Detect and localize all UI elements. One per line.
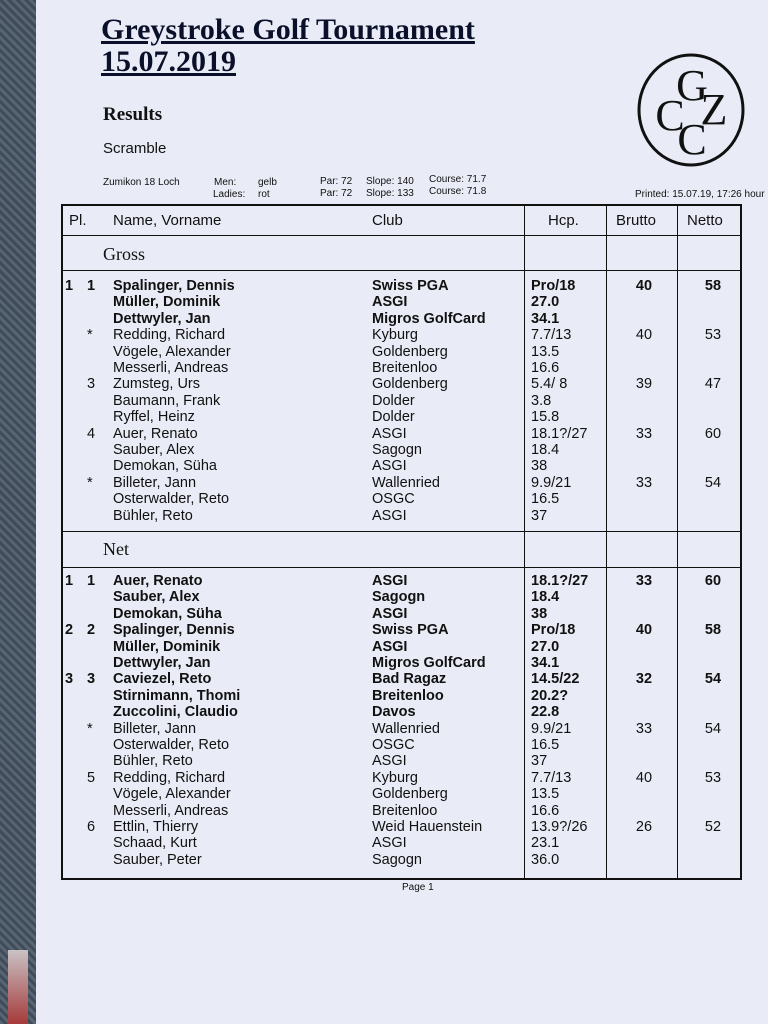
place-cell: 2 — [65, 622, 74, 639]
club-cell: OSGC — [372, 737, 415, 753]
player-name-cell: Sauber, Alex — [113, 442, 195, 458]
table-row — [63, 426, 744, 442]
table-row — [63, 721, 744, 737]
ladies-label: Ladies: — [213, 189, 246, 200]
logo-letter-c-1: C — [655, 91, 685, 140]
handicap-cell: 18.1?/27 — [531, 573, 589, 589]
table-row — [63, 491, 744, 507]
netto-cell: 52 — [704, 819, 722, 835]
club-cell: Weid Hauenstein — [372, 819, 483, 835]
gross-section-divider — [63, 270, 740, 271]
table-row — [63, 819, 744, 835]
brutto-cell: 40 — [635, 278, 653, 294]
section-net: Net — [103, 539, 129, 559]
title-line-1: Greystroke Golf Tournament — [101, 13, 475, 46]
club-cell: Goldenberg — [372, 343, 448, 360]
table-row — [63, 573, 744, 589]
page-number: Page 1 — [402, 882, 434, 893]
rank-cell: 6 — [87, 819, 96, 835]
club-cell: ASGI — [372, 835, 407, 852]
brutto-cell: 33 — [635, 474, 653, 491]
player-name-cell: Sauber, Alex — [113, 589, 200, 606]
handicap-cell: 18.4 — [531, 589, 560, 606]
club-cell: Kyburg — [372, 327, 418, 344]
game-mode: Scramble — [103, 140, 167, 157]
rank-cell: 4 — [87, 425, 96, 442]
club-cell: Goldenberg — [372, 786, 448, 803]
handicap-cell: 9.9/21 — [531, 474, 572, 491]
handicap-cell: 37 — [531, 507, 548, 524]
table-row — [63, 704, 744, 720]
player-name-cell: Schaad, Kurt — [113, 835, 197, 852]
rank-cell: 1 — [87, 278, 96, 294]
club-cell: ASGI — [372, 753, 407, 770]
player-name-cell: Dettwyler, Jan — [113, 655, 211, 671]
handicap-cell: 13.5 — [531, 786, 560, 803]
rank-cell: 1 — [87, 573, 96, 589]
club-cell: Breitenloo — [372, 687, 444, 704]
netto-cell: 53 — [704, 769, 722, 786]
club-cell: Wallenried — [372, 720, 440, 737]
player-name-cell: Ryffel, Heinz — [113, 409, 195, 426]
rank-cell: * — [87, 327, 93, 344]
brutto-cell: 40 — [635, 769, 653, 786]
club-cell: Breitenloo — [372, 360, 438, 376]
handicap-cell: 23.1 — [531, 835, 560, 852]
club-cell: ASGI — [372, 458, 407, 475]
club-cell: ASGI — [372, 573, 408, 589]
player-name-cell: Stirnimann, Thomi — [113, 687, 241, 704]
table-row — [63, 688, 744, 704]
handicap-cell: 9.9/21 — [531, 720, 572, 737]
handicap-cell: 18.4 — [531, 442, 560, 458]
club-cell: Davos — [372, 704, 416, 721]
brutto-cell: 26 — [635, 819, 653, 835]
player-name-cell: Bühler, Reto — [113, 753, 193, 770]
results-heading: Results — [103, 104, 163, 125]
club-cell: Kyburg — [372, 769, 418, 786]
club-cell: Swiss PGA — [372, 278, 449, 294]
player-name-cell: Osterwalder, Reto — [113, 491, 230, 508]
handicap-cell: 14.5/22 — [531, 671, 580, 688]
club-cell: Bad Ragaz — [372, 671, 447, 688]
ladies-par: Par: 72 — [320, 188, 353, 199]
player-name-cell: Spalinger, Dennis — [113, 622, 235, 639]
club-cell: Dolder — [372, 392, 415, 409]
player-name-cell: Zuccolini, Claudio — [113, 704, 238, 721]
title-line-2: 15.07.2019 — [101, 45, 236, 78]
header-brutto: Brutto — [616, 212, 657, 229]
player-name-cell: Dettwyler, Jan — [113, 310, 211, 327]
handicap-cell: 3.8 — [531, 392, 552, 409]
club-cell: Goldenberg — [372, 376, 448, 393]
player-name-cell: Billeter, Jann — [113, 474, 197, 491]
handicap-cell: 27.0 — [531, 638, 560, 655]
table-row — [63, 606, 744, 622]
netto-cell: 47 — [704, 376, 722, 393]
club-cell: Sagogn — [372, 589, 426, 606]
handicap-cell: 16.6 — [531, 802, 560, 819]
rank-cell: * — [87, 474, 93, 491]
handicap-cell: 36.0 — [531, 851, 560, 868]
handicap-cell: 34.1 — [531, 310, 560, 327]
club-logo — [636, 52, 746, 168]
player-name-cell: Vögele, Alexander — [113, 343, 231, 360]
club-cell: ASGI — [372, 507, 407, 524]
netto-cell: 60 — [704, 425, 722, 442]
place-cell: 1 — [65, 573, 74, 589]
player-name-cell: Messerli, Andreas — [113, 802, 229, 819]
handicap-cell: 18.1?/27 — [531, 425, 588, 442]
netto-cell: 53 — [704, 327, 722, 344]
handicap-cell: 16.6 — [531, 360, 560, 376]
rank-cell: * — [87, 720, 93, 737]
table-row — [63, 803, 744, 819]
player-name-cell: Billeter, Jann — [113, 720, 197, 737]
handicap-cell: 38 — [531, 605, 548, 622]
player-name-cell: Müller, Dominik — [113, 294, 221, 311]
table-row — [63, 737, 744, 753]
club-cell: Breitenloo — [372, 802, 438, 819]
table-row — [63, 278, 744, 294]
club-cell: ASGI — [372, 605, 408, 622]
handicap-cell: 15.8 — [531, 409, 560, 426]
handicap-cell: 16.5 — [531, 737, 560, 753]
net-section-divider — [63, 567, 740, 568]
club-cell: Migros GolfCard — [372, 655, 486, 671]
club-cell: Dolder — [372, 409, 415, 426]
player-name-cell: Messerli, Andreas — [113, 360, 229, 376]
header-name: Name, Vorname — [113, 212, 222, 229]
results-table — [61, 204, 742, 880]
player-name-cell: Demokan, Süha — [113, 458, 217, 475]
rank-cell: 2 — [87, 622, 96, 639]
player-name-cell: Spalinger, Dennis — [113, 278, 235, 294]
player-name-cell: Müller, Dominik — [113, 638, 221, 655]
club-cell: Sagogn — [372, 851, 422, 868]
table-row — [63, 294, 744, 310]
player-name-cell: Zumsteg, Urs — [113, 376, 201, 393]
table-row — [63, 376, 744, 392]
brutto-cell: 40 — [635, 327, 653, 344]
club-cell: ASGI — [372, 294, 408, 311]
logo-letter-g: G — [676, 61, 708, 110]
player-name-cell: Baumann, Frank — [113, 392, 221, 409]
rank-cell: 3 — [87, 671, 96, 688]
section-gross: Gross — [103, 244, 146, 264]
brutto-cell: 39 — [635, 376, 653, 393]
table-row — [63, 327, 744, 343]
men-slope: Slope: 140 — [366, 176, 414, 187]
place-cell: 3 — [65, 671, 74, 688]
handicap-cell: 7.7/13 — [531, 327, 572, 344]
table-row — [63, 852, 744, 868]
brutto-cell: 33 — [635, 425, 653, 442]
player-name-cell: Ettlin, Thierry — [113, 819, 199, 835]
player-name-cell: Redding, Richard — [113, 327, 226, 344]
rank-cell: 5 — [87, 769, 96, 786]
table-row — [63, 311, 744, 327]
table-row — [63, 409, 744, 425]
table-row — [63, 639, 744, 655]
men-tee: gelb — [258, 177, 277, 188]
gross-end-divider — [63, 531, 740, 532]
table-row — [63, 770, 744, 786]
club-cell: Swiss PGA — [372, 622, 449, 639]
handicap-cell: 16.5 — [531, 491, 560, 508]
handicap-cell: 38 — [531, 458, 548, 475]
header-netto: Netto — [687, 212, 723, 229]
table-row — [63, 655, 744, 671]
header-club: Club — [372, 212, 403, 229]
player-name-cell: Auer, Renato — [113, 573, 203, 589]
handicap-cell: 20.2? — [531, 687, 569, 704]
player-name-cell: Bühler, Reto — [113, 507, 193, 524]
handicap-cell: 34.1 — [531, 655, 560, 671]
club-cell: Migros GolfCard — [372, 310, 486, 327]
club-cell: ASGI — [372, 638, 408, 655]
netto-cell: 54 — [704, 720, 722, 737]
course-name: Zumikon 18 Loch — [103, 177, 180, 188]
brutto-cell: 32 — [635, 671, 653, 688]
ladies-tee: rot — [258, 189, 270, 200]
men-label: Men: — [214, 177, 237, 188]
brutto-cell: 40 — [635, 622, 653, 639]
header-divider — [63, 235, 740, 236]
club-cell: Wallenried — [372, 474, 440, 491]
player-name-cell: Vögele, Alexander — [113, 786, 231, 803]
place-cell: 1 — [65, 278, 74, 294]
player-name-cell: Caviezel, Reto — [113, 671, 212, 688]
brutto-cell: 33 — [635, 720, 653, 737]
netto-cell: 58 — [704, 622, 722, 639]
netto-cell: 54 — [704, 474, 722, 491]
club-cell: ASGI — [372, 425, 407, 442]
netto-cell: 58 — [704, 278, 722, 294]
table-row — [63, 458, 744, 474]
table-row — [63, 835, 744, 851]
logo-letter-c-2: C — [677, 115, 707, 164]
handicap-cell: 7.7/13 — [531, 769, 572, 786]
handicap-cell: 13.9?/26 — [531, 819, 588, 835]
table-row — [63, 786, 744, 802]
ladies-slope: Slope: 133 — [366, 188, 414, 199]
handicap-cell: 5.4/ 8 — [531, 376, 568, 393]
table-row — [63, 442, 744, 458]
club-cell: Sagogn — [372, 442, 422, 458]
player-name-cell: Auer, Renato — [113, 425, 198, 442]
club-cell: OSGC — [372, 491, 415, 508]
table-row — [63, 622, 744, 638]
player-name-cell: Sauber, Peter — [113, 851, 202, 868]
player-name-cell: Demokan, Süha — [113, 605, 222, 622]
table-row — [63, 589, 744, 605]
header-hcp: Hcp. — [548, 212, 579, 229]
handicap-cell: 27.0 — [531, 294, 560, 311]
table-row — [63, 393, 744, 409]
table-row — [63, 508, 744, 524]
table-row — [63, 671, 744, 687]
ladies-course: Course: 71.8 — [429, 186, 487, 197]
table-row — [63, 360, 744, 376]
men-course: Course: 71.7 — [429, 174, 487, 185]
logo-letter-z: Z — [700, 85, 728, 134]
handicap-cell: Pro/18 — [531, 278, 576, 294]
brutto-cell: 33 — [635, 573, 653, 589]
men-par: Par: 72 — [320, 176, 353, 187]
table-row — [63, 475, 744, 491]
handicap-cell: 22.8 — [531, 704, 560, 721]
table-surface-edge — [0, 0, 36, 1024]
printed-timestamp: Printed: 15.07.19, 17:26 hour — [635, 189, 765, 200]
tournament-title — [101, 14, 475, 78]
handicap-cell: 37 — [531, 753, 548, 770]
netto-cell: 54 — [704, 671, 722, 688]
handicap-cell: 13.5 — [531, 343, 560, 360]
handicap-cell: Pro/18 — [531, 622, 576, 639]
player-name-cell: Osterwalder, Reto — [113, 737, 230, 753]
table-row — [63, 753, 744, 769]
header-pl: Pl. — [69, 212, 87, 229]
table-row — [63, 344, 744, 360]
red-object — [8, 950, 28, 1024]
netto-cell: 60 — [704, 573, 722, 589]
rank-cell: 3 — [87, 376, 96, 393]
player-name-cell: Redding, Richard — [113, 769, 226, 786]
